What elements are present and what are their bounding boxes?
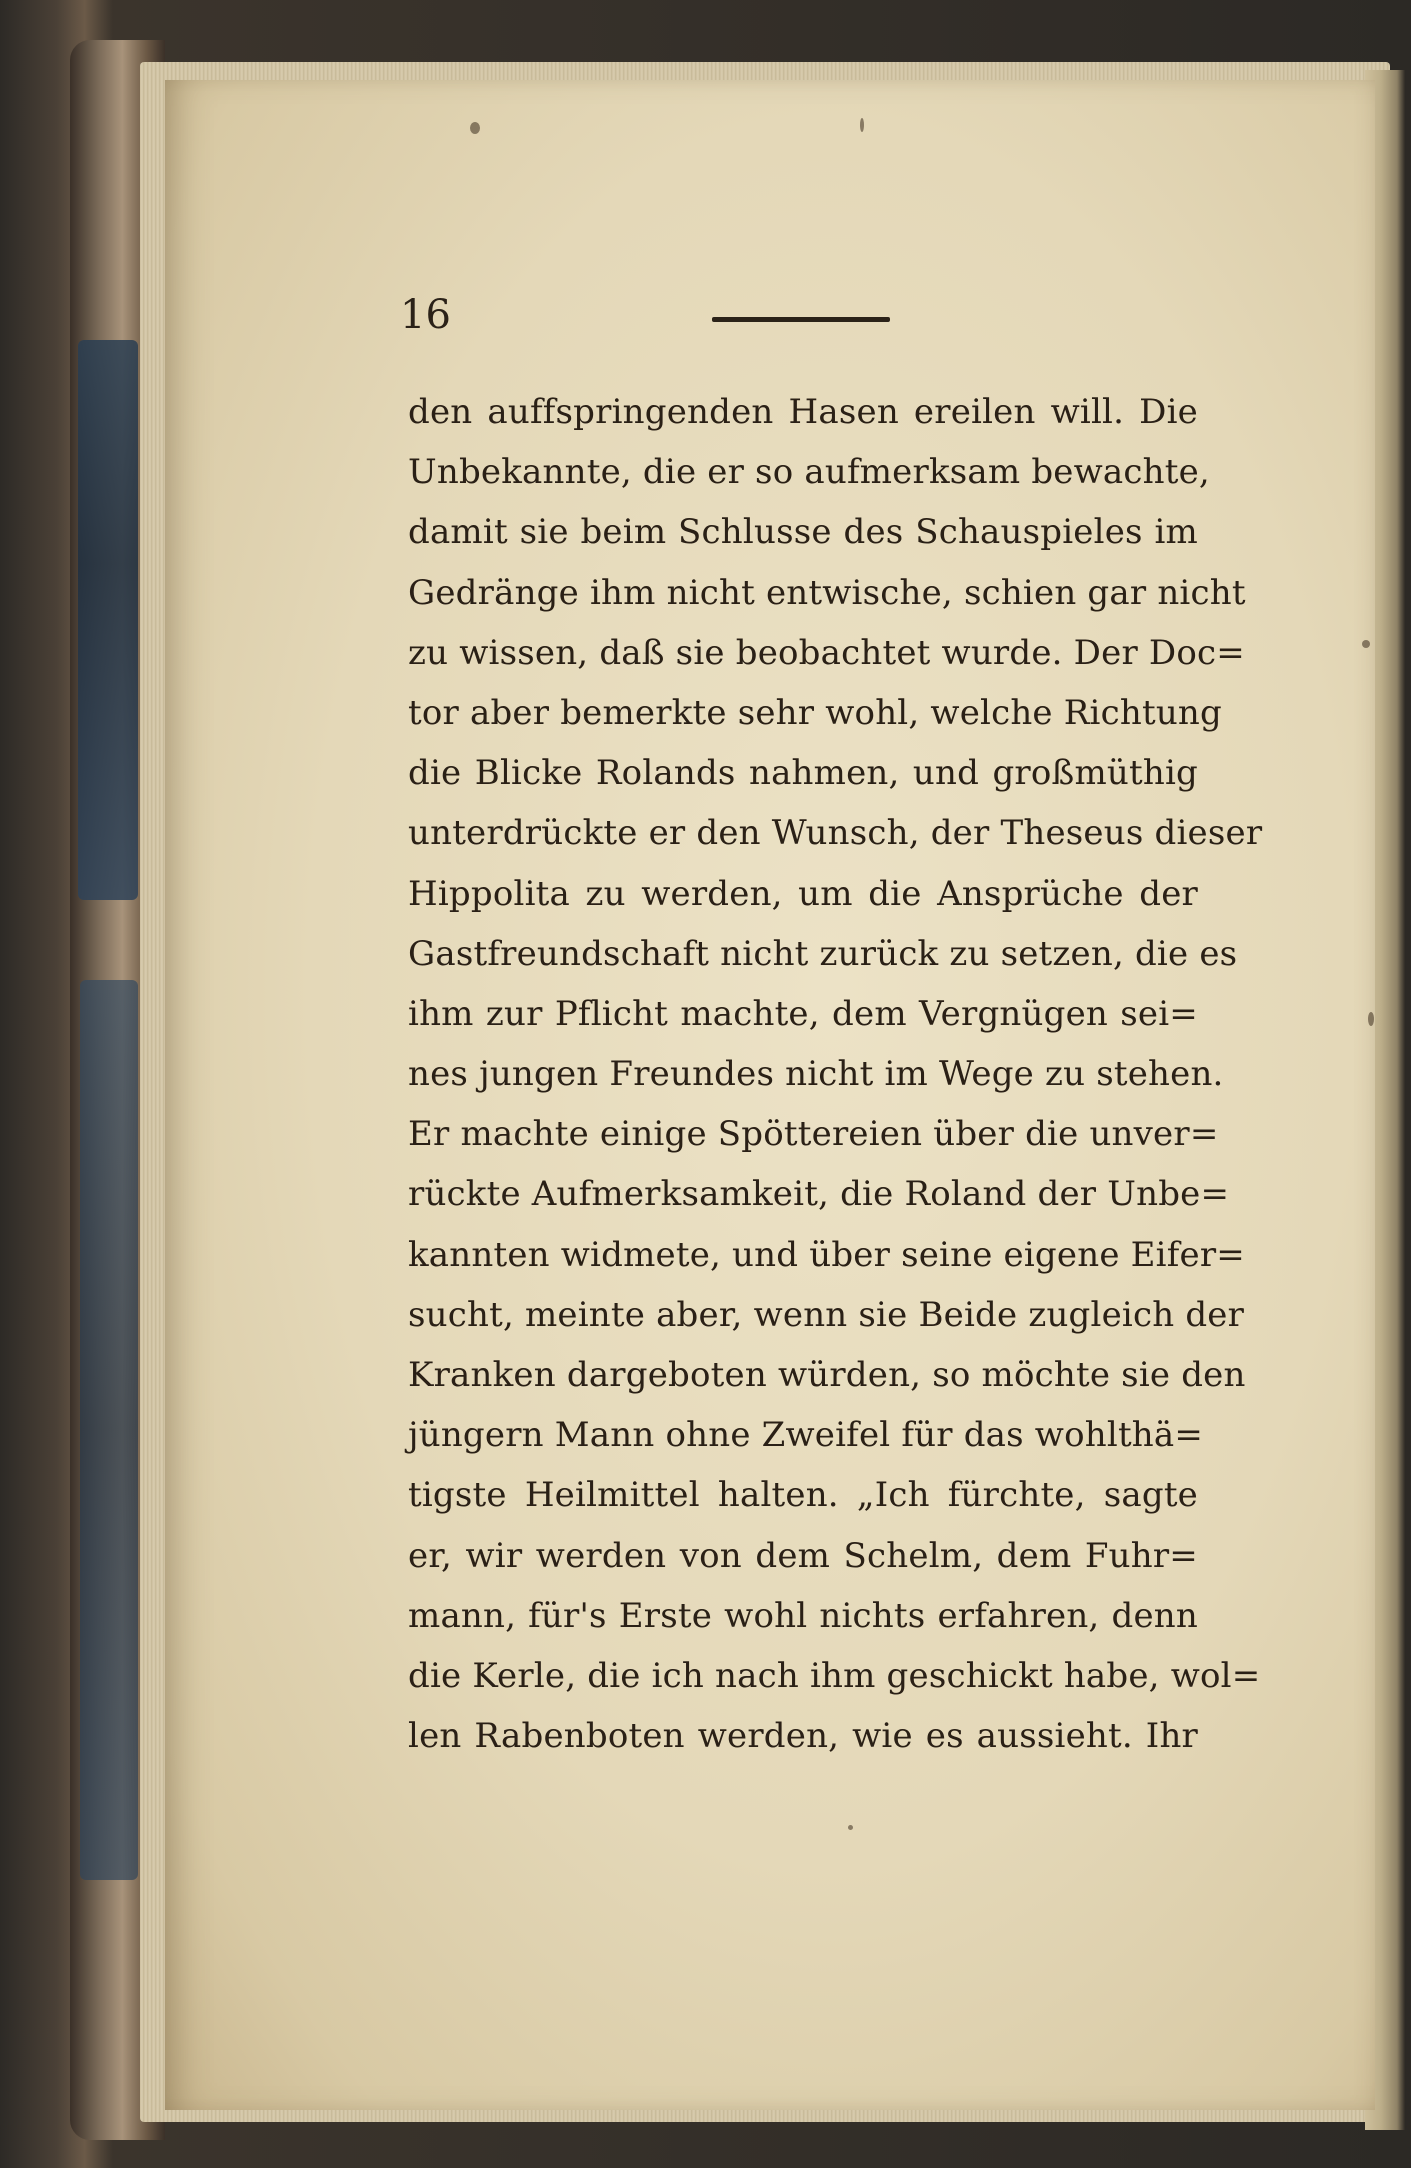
text-line: tor aber bemerkte sehr wohl, welche Richtung	[408, 692, 1222, 733]
text-line: Hippolita zu werden, um die Ansprüche der	[408, 873, 1198, 914]
text-line: die Blicke Rolands nahmen, und großmüthig	[408, 753, 1198, 794]
header-rule	[712, 317, 890, 322]
text-line: den auffspringenden Hasen ereilen will. Die	[408, 392, 1198, 432]
paper-speck	[848, 1825, 853, 1830]
spine-cover-band	[78, 340, 138, 900]
text-line: die Kerle, die ich nach ihm geschickt habe, wol=	[408, 1655, 1261, 1696]
text-line: ihm zur Pflicht machte, dem Vergnügen sei=	[408, 993, 1198, 1034]
paper-speck	[1362, 640, 1370, 648]
text-line: Gastfreundschaft nicht zurück zu setzen, die es	[408, 933, 1238, 974]
text-line: mann, für's Erste wohl nichts erfahren, denn	[408, 1595, 1198, 1636]
text-line: rückte Aufmerksamkeit, die Roland der Unbe=	[408, 1174, 1230, 1215]
page-number: 16	[400, 292, 451, 338]
paper-speck	[470, 122, 480, 134]
paper-speck	[1368, 1012, 1374, 1026]
text-line: nes jungen Freundes nicht im Wege zu stehen.	[408, 1054, 1224, 1095]
spine-cover-band-lower	[80, 980, 138, 1880]
text-line: er, wir werden von dem Schelm, dem Fuhr=	[408, 1535, 1198, 1576]
text-line: sucht, meinte aber, wenn sie Beide zugleich der	[408, 1294, 1245, 1335]
text-line: zu wissen, daß sie beobachtet wurde. Der Doc=	[408, 632, 1245, 673]
text-line: damit sie beim Schlusse des Schauspieles im	[408, 512, 1198, 553]
paper-speck	[860, 118, 864, 132]
text-line: jüngern Mann ohne Zweifel für das wohlthä=	[408, 1415, 1204, 1456]
body-text	[408, 382, 1263, 1766]
text-line: Kranken dargeboten würden, so möchte sie den	[408, 1355, 1246, 1395]
text-line: tigste Heilmittel halten. „Ich fürchte, sagte	[408, 1475, 1198, 1516]
text-line: Gedränge ihm nicht entwische, schien gar nicht	[408, 572, 1246, 613]
text-line: kannten widmete, und über seine eigene Eifer=	[408, 1234, 1245, 1275]
text-line: Unbekannte, die er so aufmerksam bewachte,	[408, 452, 1210, 493]
text-line: unterdrückte er den Wunsch, der Theseus dieser	[408, 813, 1263, 854]
text-line: len Rabenboten werden, wie es aussieht. Ihr	[408, 1716, 1198, 1757]
text-line: Er machte einige Spöttereien über die unver=	[408, 1114, 1219, 1155]
